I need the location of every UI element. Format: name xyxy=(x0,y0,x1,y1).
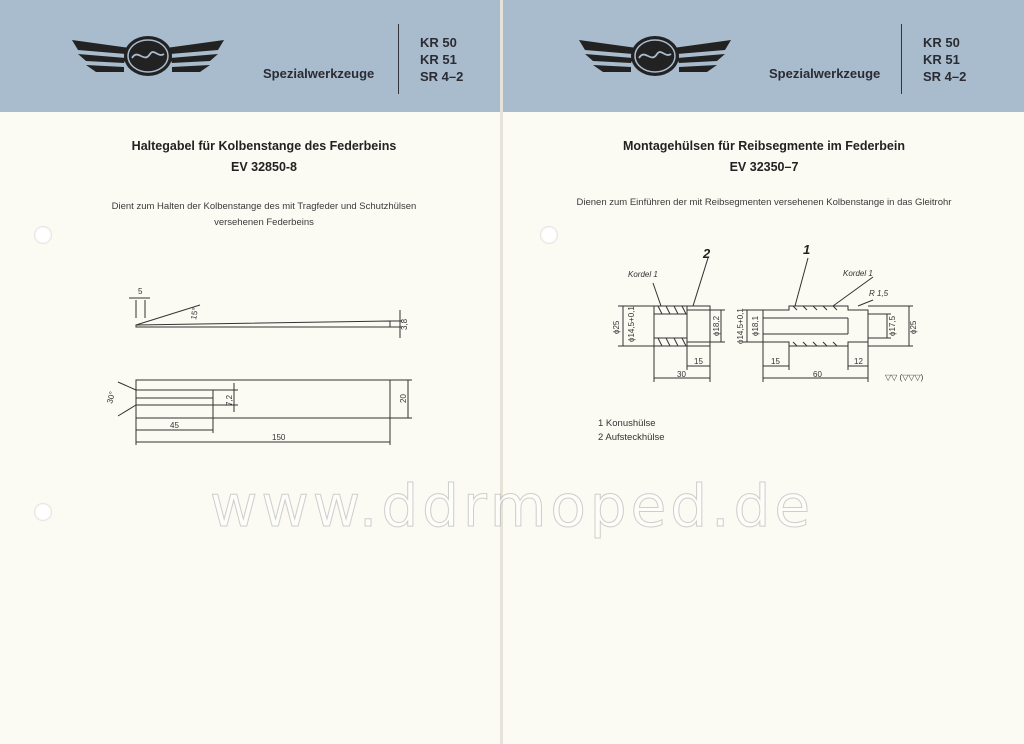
brand-label: Spezialwerkzeuge xyxy=(263,66,375,81)
legend-item: 1 Konushülse xyxy=(598,418,656,429)
model-item: SR 4–2 xyxy=(923,69,967,84)
callout-2: 2 xyxy=(703,246,711,261)
dim-l12: 12 xyxy=(854,357,863,366)
model-item: KR 51 xyxy=(420,52,457,67)
right-sheet xyxy=(503,0,1024,744)
dim-tip: 5 xyxy=(138,287,143,296)
dim-l60: 60 xyxy=(813,370,822,379)
dim-width: 20 xyxy=(399,394,408,403)
knurl-label: Kordel 1 xyxy=(843,269,873,278)
dim-angle-small: 15° xyxy=(189,306,201,321)
dim-l15: 15 xyxy=(694,357,703,366)
dim-d175: ϕ17,5 xyxy=(888,315,897,336)
description-line: Dienen zum Einführen der mit Reibsegmenten versehenen Kolbenstange in das Gleitrohr xyxy=(576,197,952,208)
page-title: Haltegabel für Kolbenstange des Federbeins xyxy=(131,139,397,153)
dim-thickness: 3,8 xyxy=(400,318,409,330)
description-line: Dient zum Halten der Kolbenstange des mit Tragfeder und Schutzhülsen xyxy=(111,201,417,212)
part-number: EV 32350–7 xyxy=(729,160,799,174)
parts-legend xyxy=(598,417,665,445)
dim-d25: ϕ25 xyxy=(612,320,621,334)
model-item: KR 50 xyxy=(420,35,457,50)
dim-slot-width: 7,2 xyxy=(225,394,234,406)
part-number: EV 32850-8 xyxy=(230,160,298,174)
mounting-sleeves-drawing xyxy=(503,0,1024,460)
dim-d25b: ϕ25 xyxy=(909,320,918,334)
dim-angle: 30° xyxy=(105,390,118,405)
brand-label: Spezialwerkzeuge xyxy=(769,66,881,81)
knurl-label: Kordel 1 xyxy=(628,270,658,279)
dim-l30: 30 xyxy=(677,370,686,379)
dim-d145: ϕ14,5+0,1 xyxy=(627,306,636,342)
model-item: SR 4–2 xyxy=(420,69,464,84)
model-item: KR 51 xyxy=(923,52,960,67)
holding-fork-drawing xyxy=(0,0,500,460)
dim-d182: ϕ18,2 xyxy=(712,315,721,336)
model-item: KR 50 xyxy=(923,35,960,50)
legend-item: 2 Aufsteckhülse xyxy=(598,432,665,443)
dim-d145b: ϕ14,5+0,1 xyxy=(736,308,745,344)
dim-slot-length: 45 xyxy=(170,421,179,430)
description-line: versehenen Federbeins xyxy=(214,217,314,228)
dim-d181: ϕ18,1 xyxy=(751,315,760,336)
left-sheet xyxy=(0,0,500,744)
dim-radius: R 1,5 xyxy=(869,289,889,298)
callout-1: 1 xyxy=(803,242,811,257)
surface-finish-symbol: ▽▽ (▽▽▽) xyxy=(885,373,924,382)
watermark: www.ddrmoped.de xyxy=(209,472,815,540)
dim-l15b: 15 xyxy=(771,357,780,366)
dim-length: 150 xyxy=(272,433,286,442)
page-title: Montagehülsen für Reibsegmente im Federbein xyxy=(623,139,905,153)
